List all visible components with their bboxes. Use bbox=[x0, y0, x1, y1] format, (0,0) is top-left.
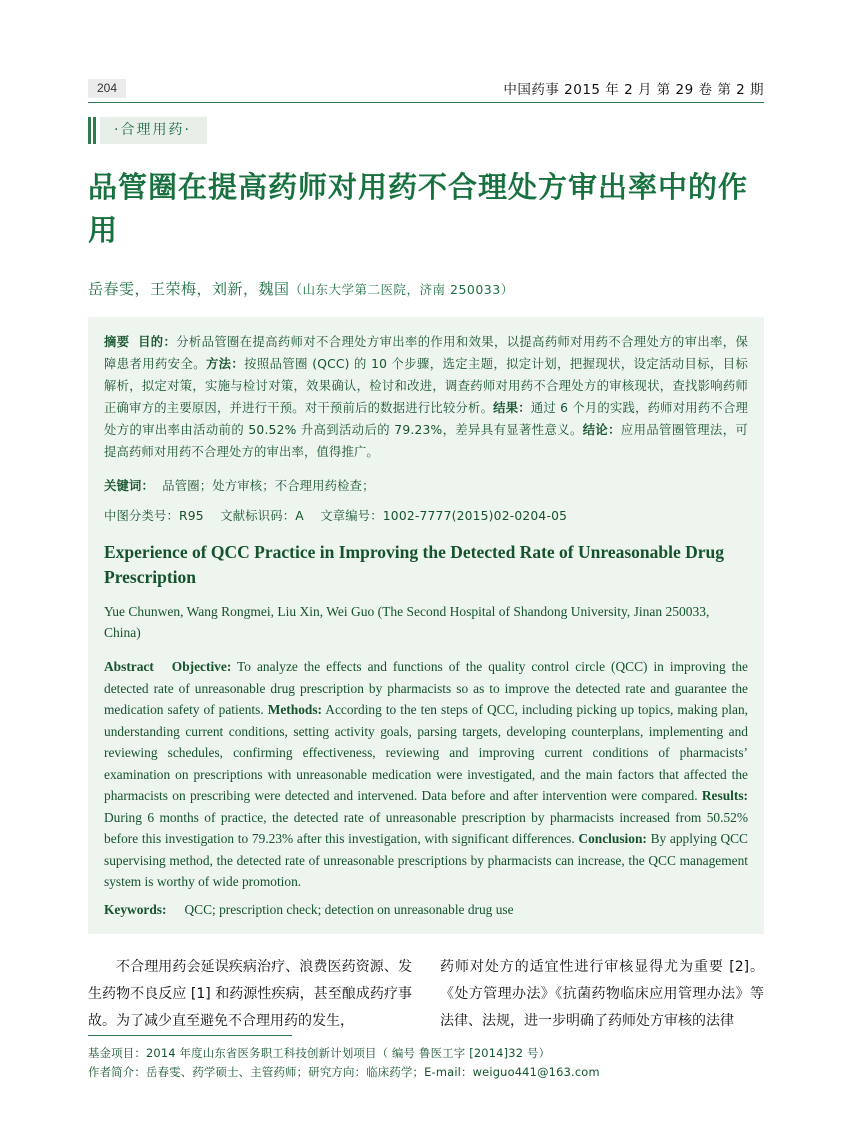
running-head bbox=[88, 78, 764, 103]
abstract-en-methods: According to the ten steps of QCC, including picking up topics, making plan, understanding current conditions, setting activity goals, parsing targets, developing counterplans, implementing and reviewing schedules, confirming effectiveness, reviewing and improving current conditions of pharmacists’ examination on prescriptions with unreasonable medication were investigated, and the main factors that affected the pharmacists on prescribing were detected and intervened. Data before and after intervention were compared. bbox=[104, 702, 748, 803]
body-columns bbox=[88, 954, 764, 1035]
body-paragraph: 不合理用药会延误疾病治疗、浪费医药资源、发生药物不良反应 [1] 和药源性疾病，甚至酿成药疗事故。为了减少直至避免不合理用药的发生， bbox=[88, 958, 412, 1029]
keywords-cn-label: 关键词： bbox=[104, 479, 154, 493]
abstract-cn-results: 通过 6 个月的实践，药师对用药不合理处方的审出率由活动前的 50.52% 升高到活动后的 79.23%，差异具有显著性意义。 bbox=[104, 401, 748, 437]
abstract-cn-methods-label: 方法： bbox=[205, 357, 245, 371]
footnote-fund: 基金项目：2014 年度山东省医务职工科技创新计划项目（ 编号 鲁医工字 [2014]32 号） bbox=[88, 1046, 551, 1060]
abstract-cn-methods: 按照品管圈 (QCC) 的 10 个步骤，选定主题，拟定计划，把握现状，设定活动目标，目标解析，拟定对策，实施与检讨对策，效果确认，检讨和改进，调查药师对用药不合理处方的审核现状，查找影响药师正确审方的主要原因，并进行干预。对干预前后的数据进行比较分析。 bbox=[104, 357, 749, 415]
abstract-en-results: During 6 months of practice, the detected rate of unreasonable prescription by pharmacists increased from 50.52% before this investigation to 79.23% after this investigation, with significant differences. bbox=[104, 809, 748, 846]
abstract-en-methods-label: Methods: bbox=[267, 702, 323, 717]
abstract-cn-conclusion: 应用品管圈管理法，可提高药师对用药不合理处方的审出率，值得推广。 bbox=[104, 423, 748, 459]
body-column-right bbox=[440, 954, 764, 1035]
abstract-cn-label: 摘要 bbox=[104, 335, 130, 349]
keywords-en bbox=[104, 902, 748, 918]
abstract-en-label: Abstract bbox=[104, 659, 154, 674]
doc-code-label: 文献标识码： bbox=[220, 509, 296, 523]
title-en: Experience of QCC Practice in Improving the Detected Rate of Unreasonable Drug Prescription bbox=[104, 542, 725, 587]
article-id-label: 文章编号： bbox=[320, 509, 383, 523]
doc-code-value: A bbox=[295, 509, 304, 523]
classification-line bbox=[104, 506, 748, 524]
abstract-en-results-label: Results: bbox=[701, 788, 748, 803]
abstract-box bbox=[88, 317, 764, 934]
abstract-en-conclusion-label: Conclusion: bbox=[578, 831, 647, 846]
abstract-cn-objective-label: 目的： bbox=[138, 335, 177, 349]
authors-cn-names: 岳春雯，王荣梅，刘新，魏国 bbox=[88, 280, 290, 298]
clc-value: R95 bbox=[178, 509, 204, 523]
abstract-cn-conclusion-label: 结论： bbox=[582, 423, 621, 437]
article-id-value: 1002-7777(2015)02-0204-05 bbox=[382, 509, 568, 523]
clc-label: 中图分类号： bbox=[104, 509, 179, 523]
page-title: 品管圈在提高药师对用药不合理处方审出率中的作用 bbox=[88, 170, 749, 247]
body-column-left bbox=[88, 954, 412, 1035]
abstract-en-objective-label: Objective: bbox=[171, 659, 232, 674]
keywords-cn-value: 品管圈；处方审核；不合理用药检查； bbox=[162, 479, 375, 493]
affiliation-cn: （山东大学第二医院，济南 250033） bbox=[289, 282, 514, 297]
keywords-cn bbox=[104, 476, 748, 494]
journal-info: 中国药事 2015 年 2 月 第 29 卷 第 2 期 bbox=[503, 82, 764, 98]
body-paragraph: 药师对处方的适宜性进行审核显得尤为重要 [2]。《处方管理办法》《抗菌药物临床应用管理办法》等法律、法规，进一步明确了药师处方审核的法律 bbox=[440, 958, 764, 1029]
page-number: 204 bbox=[88, 79, 126, 98]
authors-en: Yue Chunwen, Wang Rongmei, Liu Xin, Wei Guo (The Second Hospital of Shandong University, Jinan 250033, China) bbox=[104, 604, 710, 640]
abstract-en-conclusion: By applying QCC supervising method, the detected rate of unreasonable prescriptions by pharmacists can increase, the QCC management system is worthy of wide promotion. bbox=[104, 831, 748, 889]
abstract-en-objective: To analyze the effects and functions of the quality control circle (QCC) in improving the detected rate of unreasonable drug prescription by pharmacists so as to improve the detected rate and guarantee the medication safety of patients. bbox=[104, 659, 748, 717]
tag-bars-icon bbox=[88, 117, 96, 144]
abstract-cn-results-label: 结果： bbox=[493, 401, 531, 415]
abstract-cn-objective: 分析品管圈在提高药师对不合理处方审出率的作用和效果，以提高药师对用药不合理处方的审出率，保障患者用药安全。 bbox=[104, 335, 748, 371]
authors-cn bbox=[88, 278, 764, 299]
footnote-block bbox=[88, 1035, 764, 1082]
section-tag-label: ·合理用药· bbox=[100, 117, 207, 144]
keywords-en-value: QCC; prescription check; detection on unreasonable drug use bbox=[184, 901, 514, 917]
abstract-cn bbox=[104, 331, 748, 463]
footnote-divider bbox=[88, 1035, 292, 1036]
footnote-author-bio: 作者简介：岳春雯、药学硕士、主管药师；研究方向：临床药学；E-mail：weiguo441@163.com bbox=[88, 1065, 600, 1079]
abstract-en bbox=[104, 656, 748, 893]
section-tag bbox=[88, 117, 764, 144]
keywords-en-label: Keywords: bbox=[104, 901, 167, 917]
